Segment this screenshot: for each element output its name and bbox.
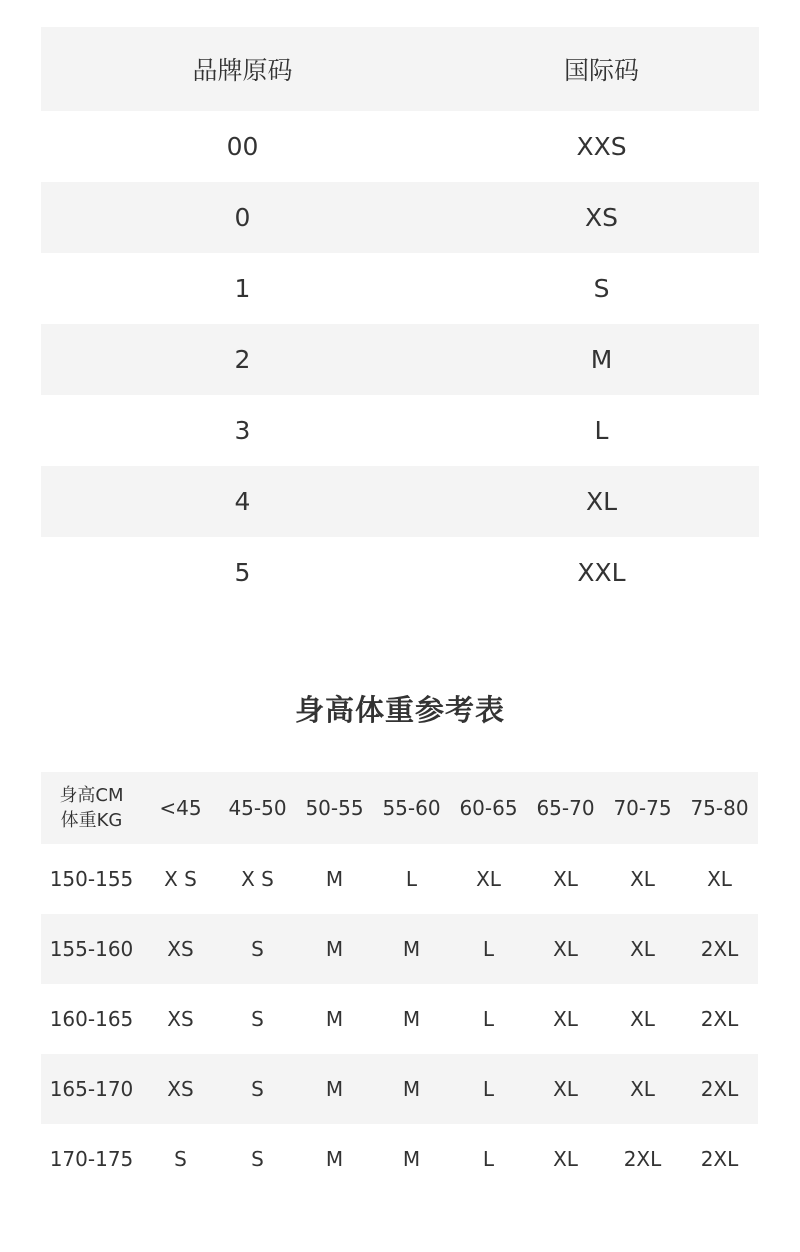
height-range-cell: 150-155: [49, 867, 134, 891]
size-cell: L: [482, 1077, 495, 1101]
weight-unit-label: 体重KG: [60, 810, 123, 831]
brand-size-cell: 4: [234, 487, 251, 516]
weight-header: 45-50: [228, 796, 287, 820]
reference-table-title: 身高体重参考表: [294, 693, 505, 727]
weight-header: 60-65: [459, 796, 518, 820]
height-range-cell: 160-165: [49, 1007, 134, 1031]
size-cell: M: [402, 937, 421, 961]
size-table-row: [41, 395, 759, 466]
size-table-row: [41, 324, 759, 395]
size-cell: XL: [476, 867, 501, 891]
size-cell: M: [402, 1007, 421, 1031]
weight-header: 75-80: [690, 796, 749, 820]
size-cell: XS: [167, 1077, 194, 1101]
size-cell: L: [405, 867, 418, 891]
international-size-cell: XS: [585, 203, 618, 232]
size-cell: S: [251, 1147, 264, 1171]
size-cell: X S: [164, 867, 197, 891]
size-cell: 2XL: [700, 1077, 739, 1101]
size-table-row: [41, 537, 759, 608]
height-weight-table: [41, 772, 758, 1194]
height-range-cell: 165-170: [49, 1077, 134, 1101]
weight-header: <45: [159, 796, 202, 820]
size-cell: 2XL: [700, 1007, 739, 1031]
size-cell: XL: [553, 1147, 578, 1171]
size-cell: XL: [553, 1077, 578, 1101]
brand-size-cell: 1: [234, 274, 251, 303]
size-cell: M: [325, 867, 344, 891]
size-table-row: [41, 466, 759, 537]
international-size-cell: XXL: [577, 558, 626, 587]
height-range-cell: 155-160: [49, 937, 134, 961]
size-cell: M: [402, 1147, 421, 1171]
size-cell: M: [325, 1147, 344, 1171]
size-cell: XL: [630, 867, 655, 891]
size-table-header: [41, 27, 759, 111]
brand-size-cell: 5: [234, 558, 251, 587]
height-unit-label: 身高CM: [59, 785, 124, 806]
size-cell: XL: [707, 867, 732, 891]
header-brand-size: 品牌原码: [192, 56, 293, 85]
size-cell: L: [482, 1007, 495, 1031]
hw-table-row: [41, 914, 758, 984]
size-cell: M: [325, 937, 344, 961]
size-cell: S: [251, 1007, 264, 1031]
size-cell: XL: [553, 937, 578, 961]
size-cell: XL: [630, 1077, 655, 1101]
international-size-cell: XL: [585, 487, 618, 516]
size-cell: M: [325, 1077, 344, 1101]
size-table-row: [41, 182, 759, 253]
hw-table-header: [41, 772, 758, 844]
weight-header: 65-70: [536, 796, 595, 820]
size-cell: L: [482, 937, 495, 961]
size-cell: 2XL: [700, 937, 739, 961]
weight-header: 50-55: [305, 796, 364, 820]
size-cell: X S: [241, 867, 274, 891]
size-cell: S: [174, 1147, 187, 1171]
international-size-cell: S: [593, 274, 610, 303]
size-cell: 2XL: [623, 1147, 662, 1171]
weight-header: 70-75: [613, 796, 672, 820]
brand-size-cell: 00: [226, 132, 259, 161]
size-conversion-table: [41, 27, 759, 608]
brand-size-cell: 0: [234, 203, 251, 232]
size-table-row: [41, 253, 759, 324]
brand-size-cell: 2: [234, 345, 251, 374]
size-table-row: [41, 111, 759, 182]
international-size-cell: L: [594, 416, 609, 445]
size-cell: M: [402, 1077, 421, 1101]
height-range-cell: 170-175: [49, 1147, 134, 1171]
size-cell: 2XL: [700, 1147, 739, 1171]
header-international-size: 国际码: [563, 56, 639, 85]
size-cell: XL: [553, 1007, 578, 1031]
hw-table-row: [41, 844, 758, 914]
size-cell: XS: [167, 937, 194, 961]
corner-header: [41, 783, 142, 833]
weight-header: 55-60: [382, 796, 441, 820]
size-cell: M: [325, 1007, 344, 1031]
size-cell: XL: [630, 937, 655, 961]
size-cell: XS: [167, 1007, 194, 1031]
size-cell: L: [482, 1147, 495, 1171]
size-cell: S: [251, 1077, 264, 1101]
size-cell: XL: [630, 1007, 655, 1031]
hw-table-row: [41, 1124, 758, 1194]
size-cell: S: [251, 937, 264, 961]
international-size-cell: M: [590, 345, 613, 374]
brand-size-cell: 3: [234, 416, 251, 445]
size-cell: XL: [553, 867, 578, 891]
international-size-cell: XXS: [576, 132, 627, 161]
hw-table-row: [41, 1054, 758, 1124]
hw-table-row: [41, 984, 758, 1054]
